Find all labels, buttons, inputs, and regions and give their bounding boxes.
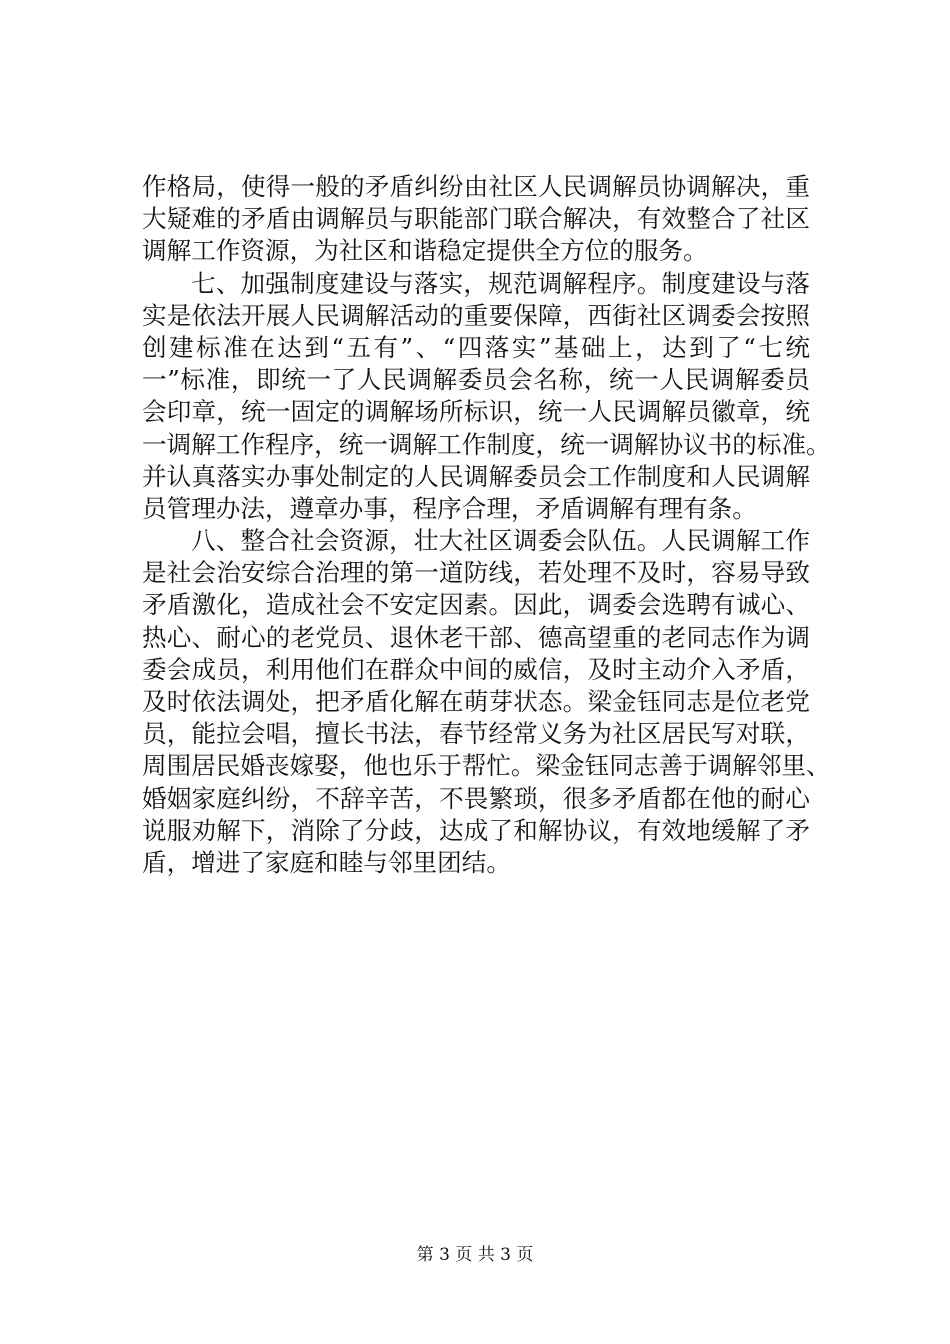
page-footer: 第 3 页 共 3 页 (416, 1245, 534, 1265)
text-line: 会印章，统一固定的调解场所标识，统一人民调解员徽章，统 (142, 397, 810, 427)
text-line: 及时依法调处，把矛盾化解在萌芽状态。梁金钰同志是位老党 (142, 687, 810, 716)
text-line: 婚姻家庭纠纷，不辞辛苦，不畏繁琐，很多矛盾都在他的耐心 (142, 783, 810, 813)
text-line: 大疑难的矛盾由调解员与职能部门联合解决，有效整合了社区 (142, 204, 810, 234)
text-line: 并认真落实办事处制定的人民调解委员会工作制度和人民调解 (142, 461, 810, 491)
text-line: 热心、耐心的老党员、退休老干部、德高望重的老同志作为调 (142, 622, 810, 652)
text-line: 八、整合社会资源，壮大社区调委会队伍。人民调解工作 (191, 526, 810, 556)
text-line: 说服劝解下，消除了分歧，达成了和解协议，有效地缓解了矛 (142, 815, 810, 845)
text-line: 委会成员，利用他们在群众中间的威信，及时主动介入矛盾， (142, 654, 810, 684)
body-text (142, 171, 831, 879)
text-line: 实是依法开展人民调解活动的重要保障，西街社区调委会按照 (142, 300, 810, 330)
text-line: 是社会治安综合治理的第一道防线，若处理不及时，容易导致 (142, 558, 810, 588)
text-line: 调解工作资源，为社区和谐稳定提供全方位的服务。 (142, 236, 708, 266)
text-line: 一”标准，即统一了人民调解委员会名称，统一人民调解委员 (142, 365, 810, 395)
text-line: 员管理办法，遵章办事，程序合理，矛盾调解有理有条。 (142, 493, 757, 523)
text-line: 七、加强制度建设与落实，规范调解程序。制度建设与落 (191, 268, 810, 298)
text-line: 作格局，使得一般的矛盾纠纷由社区人民调解员协调解决，重 (142, 172, 810, 201)
text-line: 盾，增进了家庭和睦与邻里团结。 (142, 847, 511, 877)
text-line: 矛盾激化，造成社会不安定因素。因此，调委会选聘有诚心、 (142, 590, 810, 620)
text-line: 周围居民婚丧嫁娶，他也乐于帮忙。梁金钰同志善于调解邻里、 (142, 751, 831, 781)
text-line: 创建标准在达到“五有”、“四落实”基础上，达到了“七统 (142, 332, 810, 362)
text-line: 一调解工作程序，统一调解工作制度，统一调解协议书的标准。 (142, 429, 831, 459)
text-line: 员，能拉会唱，擅长书法，春节经常义务为社区居民写对联， (142, 719, 810, 749)
